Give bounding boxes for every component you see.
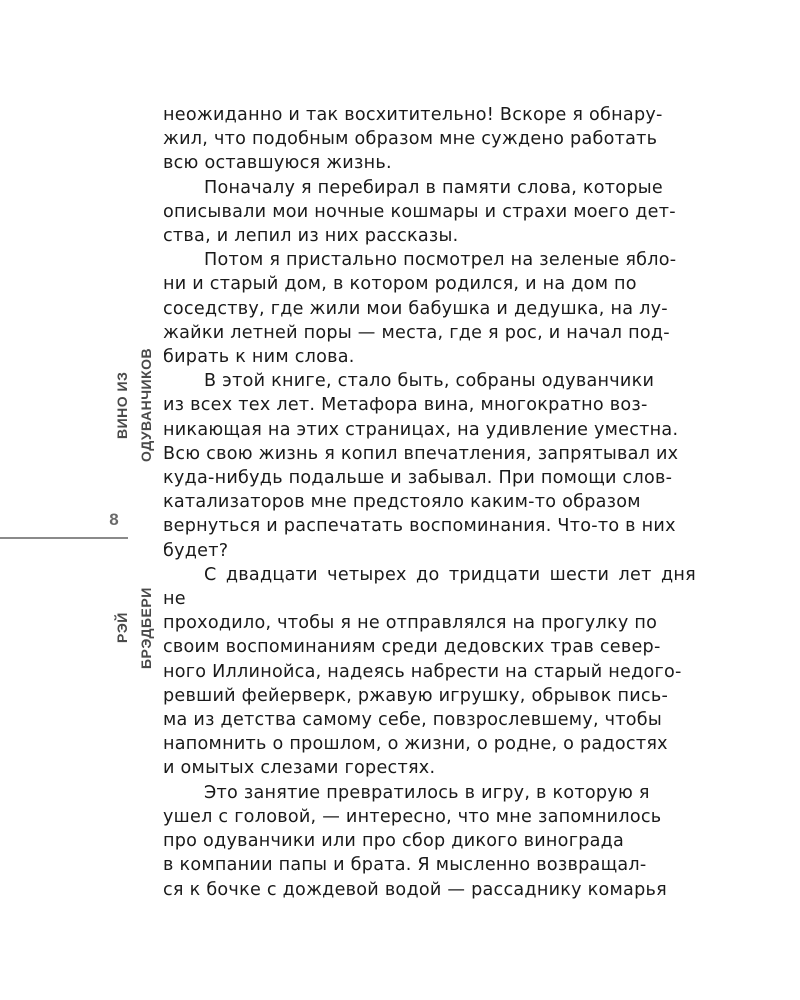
paragraph-continued: неожиданно и так восхитительно! Вскоре я обнару- жил, что подобным образом мне суждено работать всю оставшуюся жизнь. bbox=[163, 105, 663, 174]
paragraph: Поначалу я перебирал в памяти слова, которые описывали мои ночные кошмары и страхи моего дет- ства, и лепил из них рассказы. bbox=[163, 177, 676, 247]
paragraph: Потом я пристально посмотрел на зеленые ябло- ни и старый дом, в котором родился, и на дом по соседству, где жили мои бабушка и дедушка, на лу- жайки летней поры — места, где я рос, и начал под- бирать к ним слова. bbox=[163, 250, 677, 368]
running-head-book-title: ВИНО ИЗ ОДУВАНЧИКОВ bbox=[114, 347, 154, 463]
body-text bbox=[163, 103, 696, 902]
page-number: 8 bbox=[109, 510, 119, 529]
page-number-rule bbox=[0, 537, 128, 539]
paragraph: Это занятие превратилось в игру, в которую я ушел с головой, — интересно, что мне запомнилось про одуванчики или про сбор дикого винограда в компании папы и брата. Я мысленно возвращал- ся к бочке с дождевой водой — рассаднику комарья bbox=[163, 782, 667, 900]
running-head-author: РЭЙ БРЭДБЕРИ bbox=[114, 587, 154, 669]
paragraph: С двадцати четырех до тридцати шести лет дня не проходило, чтобы я не отправлялся на прогулку по своим воспоминаниям среди дедовских трав север- ного Иллинойса, надеясь набрести на старый недого- ревший фейерверк, ржавую игрушку, обрывок пись- ма из детства самому себе, повзрослевшему, чтобы напомнить о прошлом, о жизни, о родне, о радостях и омытых слезами горестях. bbox=[163, 564, 696, 779]
paragraph: В этой книге, стало быть, собраны одуванчики из всех тех лет. Метафора вина, многократно воз- никающая на этих страницах, на удивление уместна. Всю свою жизнь я копил впечатления, запрятывал их куда-нибудь подальше и забывал. При помощи слов- катализаторов мне предстояло каким-то образом вернуться и распечатать воспоминания. Что-то в них будет? bbox=[163, 371, 679, 561]
